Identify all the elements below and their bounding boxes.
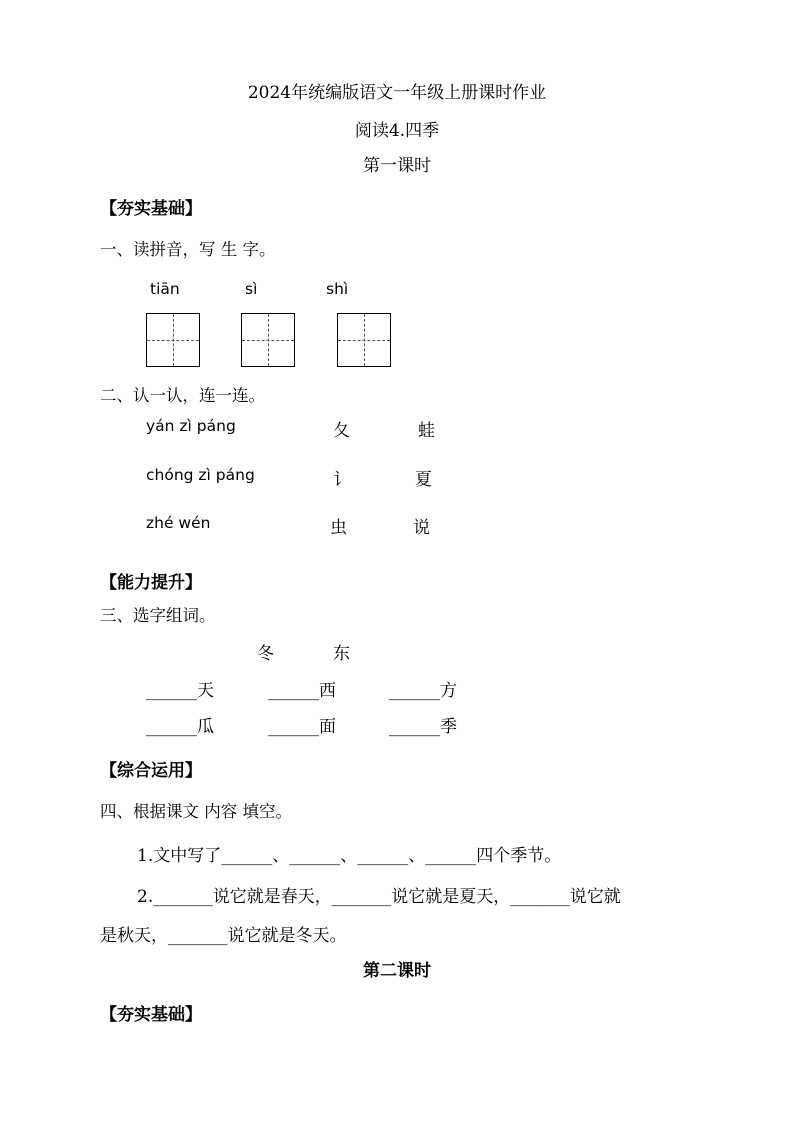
section-heading-foundation-2: 【夯实基础】 <box>100 1005 202 1025</box>
choice-character: 冬 <box>257 644 274 664</box>
section-heading-ability: 【能力提升】 <box>100 573 202 593</box>
fill-sentence-2-line-2[interactable]: 是秋天，_______说它就是冬天。 <box>100 926 347 946</box>
question-3-text: 三、选字组词。 <box>100 606 216 625</box>
match-middle-item: 虫 <box>330 518 347 538</box>
fill-blank-word[interactable]: ______天 <box>146 681 214 701</box>
writing-grid[interactable] <box>146 313 200 367</box>
pinyin-label: tiān <box>150 280 180 298</box>
fill-blank-word[interactable]: ______方 <box>389 681 457 701</box>
question-4-text: 四、根据课文 内容 填空。 <box>100 802 292 821</box>
match-left-item: chóng zì páng <box>146 466 255 484</box>
period-2-title: 第二课时 <box>363 961 431 981</box>
fill-blank-word[interactable]: ______面 <box>268 717 336 737</box>
match-left-item: yán zì páng <box>146 417 236 435</box>
match-right-item: 说 <box>413 518 430 538</box>
fill-blank-word[interactable]: ______瓜 <box>146 717 214 737</box>
pinyin-label: sì <box>245 280 258 298</box>
match-middle-item: 夂 <box>333 421 350 441</box>
writing-grid[interactable] <box>241 313 295 367</box>
question-2-text: 二、认一认，连一连。 <box>100 386 265 405</box>
fill-blank-word[interactable]: ______西 <box>268 681 336 701</box>
lesson-title: 阅读4.四季 <box>354 121 440 141</box>
match-left-item: zhé wén <box>146 514 211 532</box>
match-right-item: 蛙 <box>418 421 435 441</box>
choice-character: 东 <box>333 644 350 664</box>
pinyin-label: shì <box>326 280 349 298</box>
question-1-text: 一、读拼音，写 生 字。 <box>100 240 276 259</box>
document-title: 2024年统编版语文一年级上册课时作业 <box>247 83 547 103</box>
period-title: 第一课时 <box>363 156 431 176</box>
match-middle-item: 讠 <box>333 470 350 490</box>
section-heading-foundation: 【夯实基础】 <box>100 199 202 219</box>
match-right-item: 夏 <box>415 470 432 490</box>
fill-sentence-2-line-1[interactable]: 2._______说它就是春天，_______说它就是夏天，_______说它就 <box>137 887 621 907</box>
fill-sentence-1[interactable]: 1.文中写了______、______、______、______四个季节。 <box>137 846 562 866</box>
writing-grid[interactable] <box>337 313 391 367</box>
section-heading-application: 【综合运用】 <box>100 761 202 781</box>
fill-blank-word[interactable]: ______季 <box>389 717 457 737</box>
